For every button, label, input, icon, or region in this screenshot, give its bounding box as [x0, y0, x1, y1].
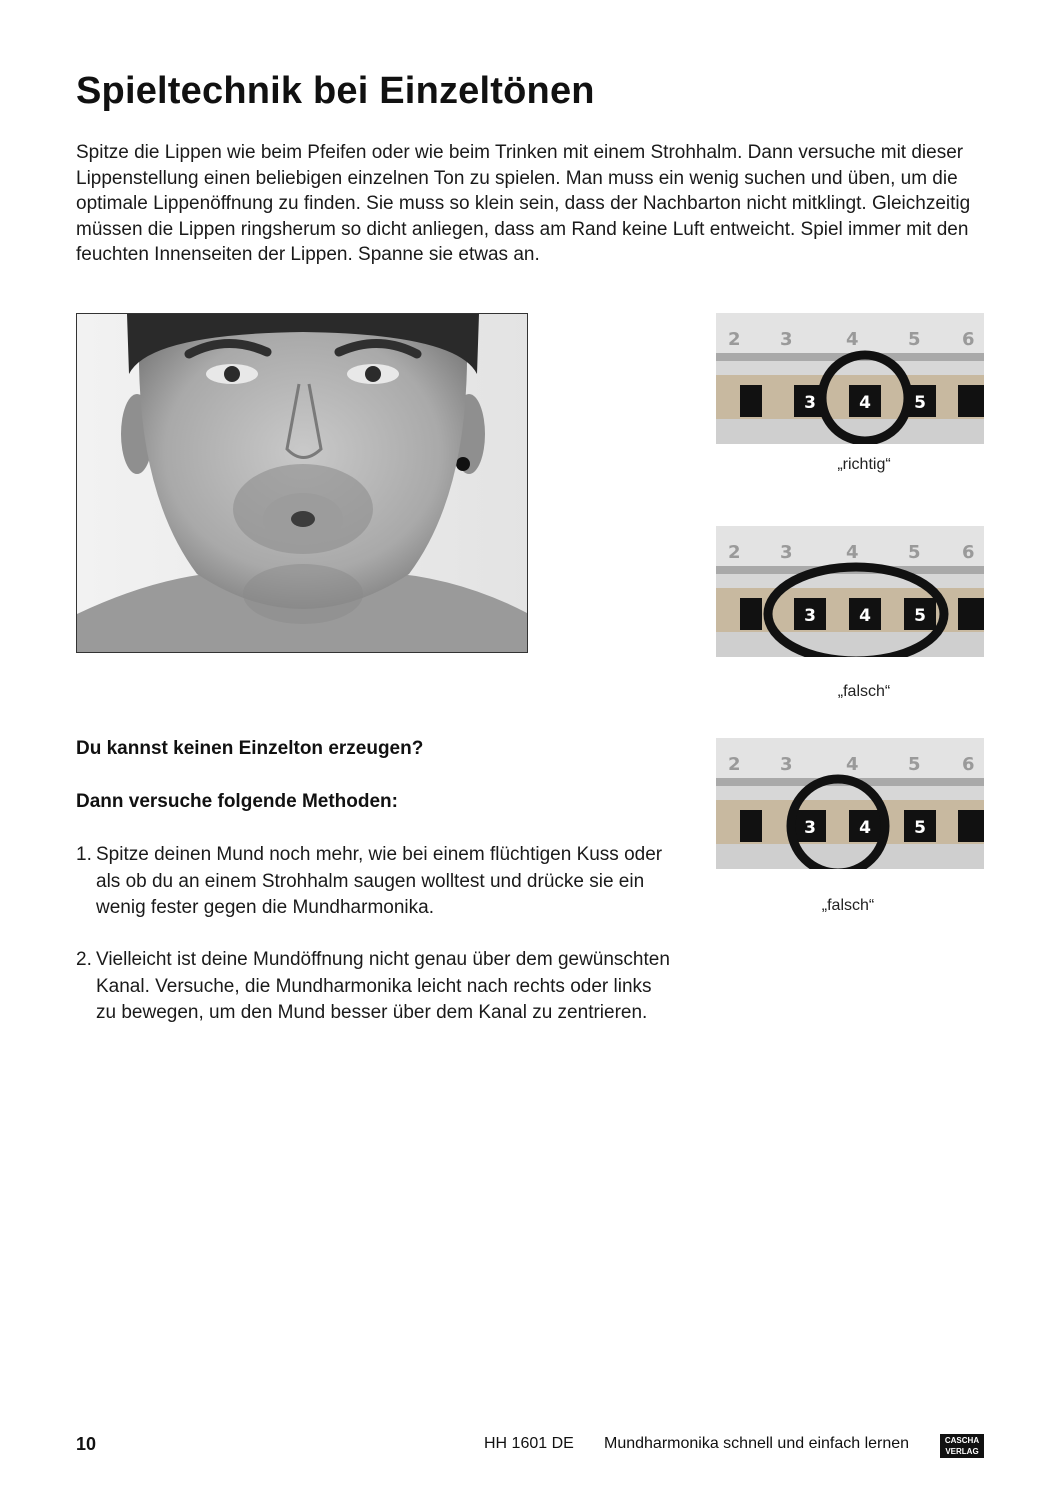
method-item	[76, 947, 676, 1027]
harmonica-top-number: 2	[728, 542, 741, 563]
hole-number: 3	[804, 393, 816, 413]
hole-number: 3	[804, 606, 816, 626]
method-text: Vielleicht ist deine Mundöffnung nicht genau über dem gewünschten Kanal. Versuche, die Mundharmonika leicht nach rechts oder links zu bewegen, um den Mund besser über dem Kanal zu zentrieren.	[96, 949, 670, 1023]
caption-falsch-2: „falsch“	[821, 897, 875, 914]
face-photo	[76, 313, 528, 653]
method-item	[76, 842, 676, 922]
harmonica-top-number: 6	[962, 754, 975, 775]
harmonica-falsch-offset-figure	[716, 738, 984, 869]
harmonica-top-number: 5	[908, 329, 921, 350]
harmonica-top-number: 4	[846, 754, 859, 775]
harmonica-top-number: 3	[780, 754, 793, 775]
product-code: HH 1601 DE	[484, 1435, 574, 1452]
logo-line: CASCHA	[944, 1436, 980, 1445]
harmonica-richtig-figure	[716, 313, 984, 444]
hole-number: 5	[914, 393, 926, 413]
hole-number: 5	[914, 818, 926, 838]
method-text: Spitze deinen Mund noch mehr, wie bei einem flüchtigen Kuss oder als ob du an einem Strohhalm saugen wolltest und drücke sie ein wenig fester gegen die Mundharmonika.	[96, 844, 663, 918]
hole-number: 4	[859, 818, 871, 838]
intro-paragraph: Spitze die Lippen wie beim Pfeifen oder wie beim Trinken mit einem Strohhalm. Dann versuche mit dieser Lippenstellung einen beliebigen einzelnen Ton zu spielen. Man muss ein wenig suchen und üben, um die optimale Lippenöffnung zu finden. Sie muss so klein sein, dass der Nachbarton nicht mitklingt. Gleichzeitig müssen die Lippen ringsherum so dicht anliegen, dass am Rand keine Luft entweicht. Spiel immer mit den feuchten Innenseiten der Lippen. Spanne sie etwas an.	[76, 142, 971, 265]
hole-number: 5	[914, 606, 926, 626]
harmonica-top-number: 5	[908, 542, 921, 563]
hole-number: 4	[859, 606, 871, 626]
logo-line: VERLAG	[945, 1447, 979, 1456]
harmonica-top-number: 4	[846, 329, 859, 350]
hole-number: 4	[859, 393, 871, 413]
harmonica-top-number: 6	[962, 542, 975, 563]
page-title: Spieltechnik bei Einzeltönen	[76, 70, 595, 112]
harmonica-top-number: 2	[728, 754, 741, 775]
book-title: Mundharmonika schnell und einfach lernen	[604, 1435, 910, 1452]
caption-richtig: „richtig“	[837, 456, 891, 473]
method-number: 1.	[76, 844, 92, 865]
publisher-logo	[940, 1434, 984, 1458]
caption-falsch-1: „falsch“	[837, 683, 891, 700]
harmonica-top-number: 3	[780, 329, 793, 350]
tips-lead: Dann versuche folgende Methoden:	[76, 791, 398, 812]
harmonica-top-number: 3	[780, 542, 793, 563]
page-number: 10	[76, 1434, 97, 1454]
tips-question: Du kannst keinen Einzelton erzeugen?	[76, 738, 424, 759]
harmonica-top-number: 4	[846, 542, 859, 563]
harmonica-top-number: 5	[908, 754, 921, 775]
harmonica-falsch-wide-figure	[716, 526, 984, 657]
hole-number: 3	[804, 818, 816, 838]
harmonica-top-number: 6	[962, 329, 975, 350]
method-number: 2.	[76, 949, 92, 970]
harmonica-top-number: 2	[728, 329, 741, 350]
